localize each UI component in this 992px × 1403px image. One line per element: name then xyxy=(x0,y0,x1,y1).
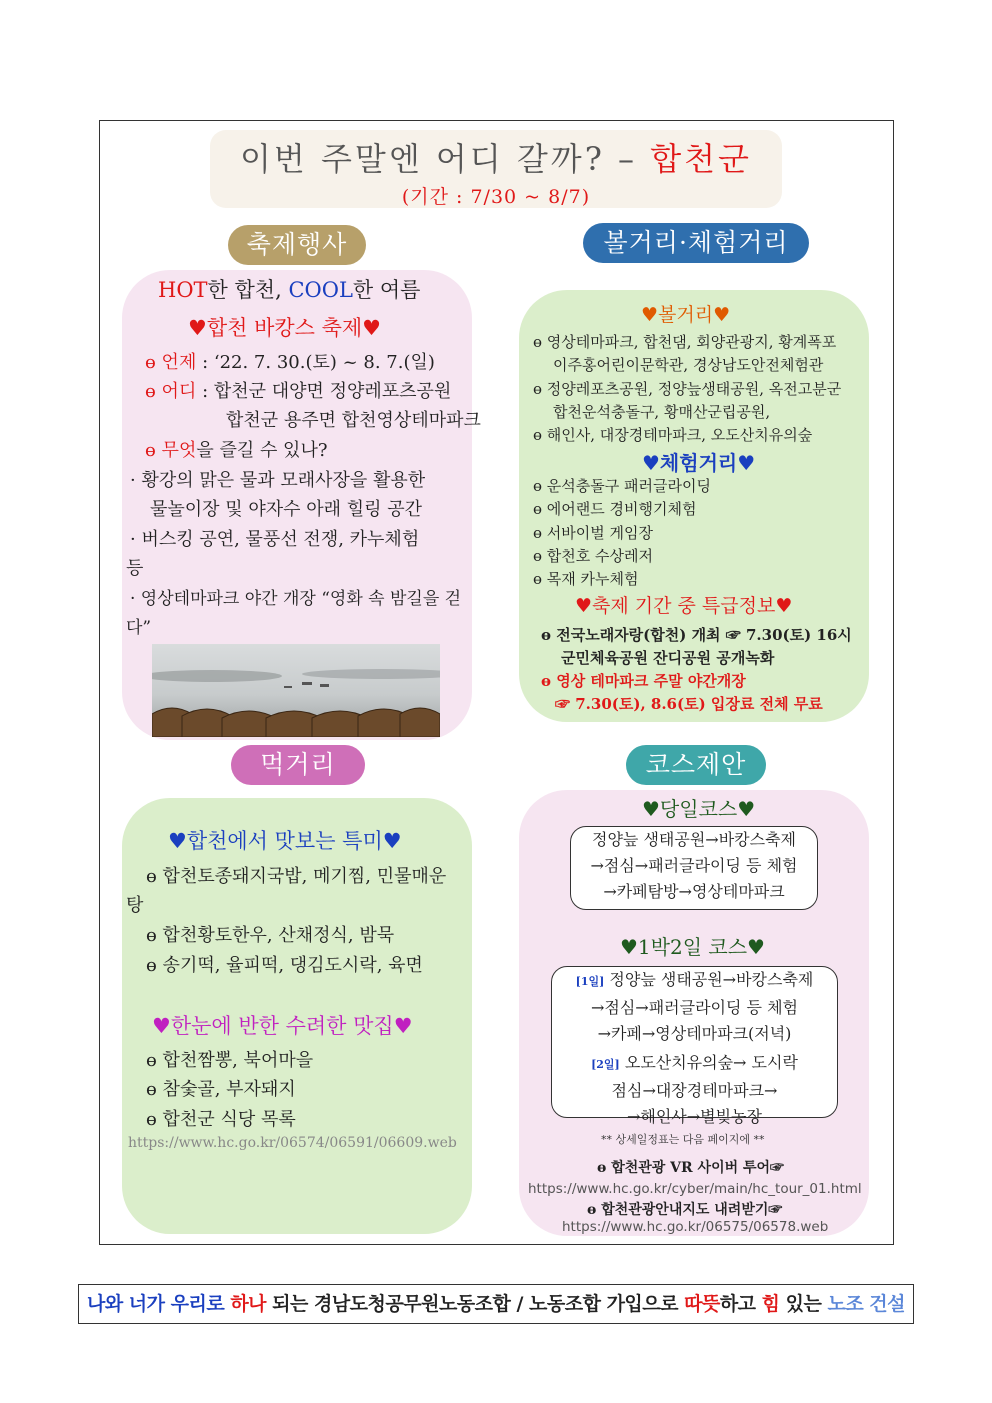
experience-item: ɵ 목재 카누체험 xyxy=(533,570,639,588)
festival-where: ɵ 어디 : 합천군 대양면 정양레포츠공원 xyxy=(145,381,452,402)
route-line: →카페→영상테마파크(저녁) xyxy=(597,1024,792,1043)
route-line: 점심→대장경테마파크→ xyxy=(611,1081,778,1100)
restaurant-url[interactable]: https://www.hc.go.kr/06574/06591/06609.web xyxy=(128,1135,457,1151)
festival-desc-1b: 물놀이장 및 야자수 아래 힐링 공간 xyxy=(150,499,423,520)
festival-desc-2b: 등 xyxy=(126,558,144,579)
special-info-1: ɵ 전국노래자랑(합천) 개최 ☞ 7.30(토) 16시 xyxy=(541,626,852,644)
festival-desc-3b: 다” xyxy=(126,618,152,638)
experience-item: ɵ 서바이벌 게임장 xyxy=(533,524,653,542)
schedule-note: ** 상세일정표는 다음 페이지에 ** xyxy=(601,1133,765,1146)
sights-header: 볼거리·체험거리 xyxy=(583,223,809,263)
tour-map-url[interactable]: https://www.hc.go.kr/06575/06578.web xyxy=(562,1219,829,1235)
sights-line-3: ɵ 해인사, 대장경테마파크, 오도산치유의숲 xyxy=(533,426,813,444)
sights-line-1b: 이주홍어린이문학관, 경상남도안전체험관 xyxy=(553,356,824,374)
festival-desc-2: · 버스킹 공연, 물풍선 전쟁, 카누체험 xyxy=(130,529,420,550)
tour-map-link[interactable]: ɵ 합천관광안내지도 내려받기☞ xyxy=(587,1202,783,1218)
special-info-2b: ☞ 7.30(토), 8.6(토) 입장료 전체 무료 xyxy=(555,695,823,713)
food-item-1b: 탕 xyxy=(126,895,144,916)
festival-what: ɵ 무엇을 즐길 수 있나? xyxy=(145,440,328,461)
experience-item: ɵ 운석충돌구 패러글라이딩 xyxy=(533,477,711,495)
vr-tour-url[interactable]: https://www.hc.go.kr/cyber/main/hc_tour_01.html xyxy=(528,1181,862,1197)
sights-line-1: ɵ 영상테마파크, 합천댐, 회양관광지, 황계폭포 xyxy=(533,333,837,351)
festival-event-name: ♥합천 바캉스 축제♥ xyxy=(188,316,382,340)
boats-photo xyxy=(152,644,440,737)
restaurant-list-link[interactable]: ɵ 합천군 식당 목록 xyxy=(146,1109,296,1130)
special-info-1b: 군민체육공원 잔디공원 공개녹화 xyxy=(561,649,775,667)
festival-where-2: 합천군 용주면 합천영상테마파크 xyxy=(226,410,481,431)
route-line: 정양늪 생태공원→바캉스축제 xyxy=(592,830,796,849)
food-subtitle-2: ♥한눈에 반한 수려한 맛집♥ xyxy=(152,1014,413,1038)
page-title: 이번 주말엔 어디 갈까? – 합천군 xyxy=(240,140,752,178)
overnight-course-route xyxy=(551,966,838,1126)
period: (기간 : 7/30 ~ 8/7) xyxy=(401,186,591,208)
food-item-3: ɵ 송기떡, 율피떡, 댕김도시락, 육면 xyxy=(146,955,423,976)
experience-subtitle: ♥체험거리♥ xyxy=(642,451,756,475)
experience-item: ɵ 합천호 수상레저 xyxy=(533,547,653,565)
footer-banner: 나와 너가 우리로 하나 되는 경남도청공무원노동조합 / 노동조합 가입으로 따뜻하고 힘 있는 노조 건설 xyxy=(78,1284,914,1324)
route-line: →점심→패러글라이딩 등 체험 xyxy=(590,856,798,875)
festival-desc-1: · 황강의 맑은 물과 모래사장을 활용한 xyxy=(130,470,426,491)
food-header: 먹거리 xyxy=(231,745,365,785)
day2-tag: [2일] xyxy=(591,1058,620,1071)
festival-when: ɵ 언제 : ‘22. 7. 30.(토) ~ 8. 7.(일) xyxy=(145,352,435,373)
food-subtitle-1: ♥합천에서 맛보는 특미♥ xyxy=(168,829,402,853)
food-item-2: ɵ 합천황토한우, 산채정식, 밤묵 xyxy=(146,925,395,946)
sights-line-2: ɵ 정양레포츠공원, 정양늪생태공원, 옥전고분군 xyxy=(533,380,842,398)
day-course-title: ♥당일코스♥ xyxy=(642,797,756,821)
title-box xyxy=(210,130,782,208)
festival-header: 축제행사 xyxy=(228,225,366,265)
restaurant-item: ɵ 참숯골, 부자돼지 xyxy=(146,1079,296,1100)
experience-item: ɵ 에어랜드 경비행기체험 xyxy=(533,500,697,518)
overnight-course-title: ♥1박2일 코스♥ xyxy=(620,935,765,959)
restaurant-item: ɵ 합천짬뽕, 북어마을 xyxy=(146,1050,314,1071)
route-line: [1일] 정양늪 생태공원→바캉스축제 xyxy=(575,970,814,989)
route-line: →점심→패러글라이딩 등 체험 xyxy=(590,998,798,1017)
route-line: →해인사→별빛농장 xyxy=(626,1107,762,1126)
day1-tag: [1일] xyxy=(575,975,605,988)
festival-slogan: HOT한 합천, COOL한 여름 xyxy=(158,278,421,302)
special-info-title: ♥축제 기간 중 특급정보♥ xyxy=(575,595,793,617)
sights-line-2b: 합천운석충돌구, 황매산군립공원, xyxy=(553,403,771,421)
food-item-1: ɵ 합천토종돼지국밥, 메기찜, 민물매운 xyxy=(146,866,447,887)
special-info-2: ɵ 영상 테마파크 주말 야간개장 xyxy=(541,672,746,690)
festival-desc-3: · 영상테마파크 야간 개장 “영화 속 밤길을 걷 xyxy=(130,589,462,609)
title-place: 합천군 xyxy=(650,140,752,178)
sights-subtitle: ♥볼거리♥ xyxy=(641,304,731,326)
route-line: [2일] 오도산치유의숲→ 도시락 xyxy=(591,1053,798,1072)
course-header: 코스제안 xyxy=(626,745,766,785)
route-line: →카페탐방→영상테마파크 xyxy=(603,882,785,901)
vr-tour-link[interactable]: ɵ 합천관광 VR 사이버 투어☞ xyxy=(597,1160,785,1176)
day-course-route xyxy=(570,826,818,910)
